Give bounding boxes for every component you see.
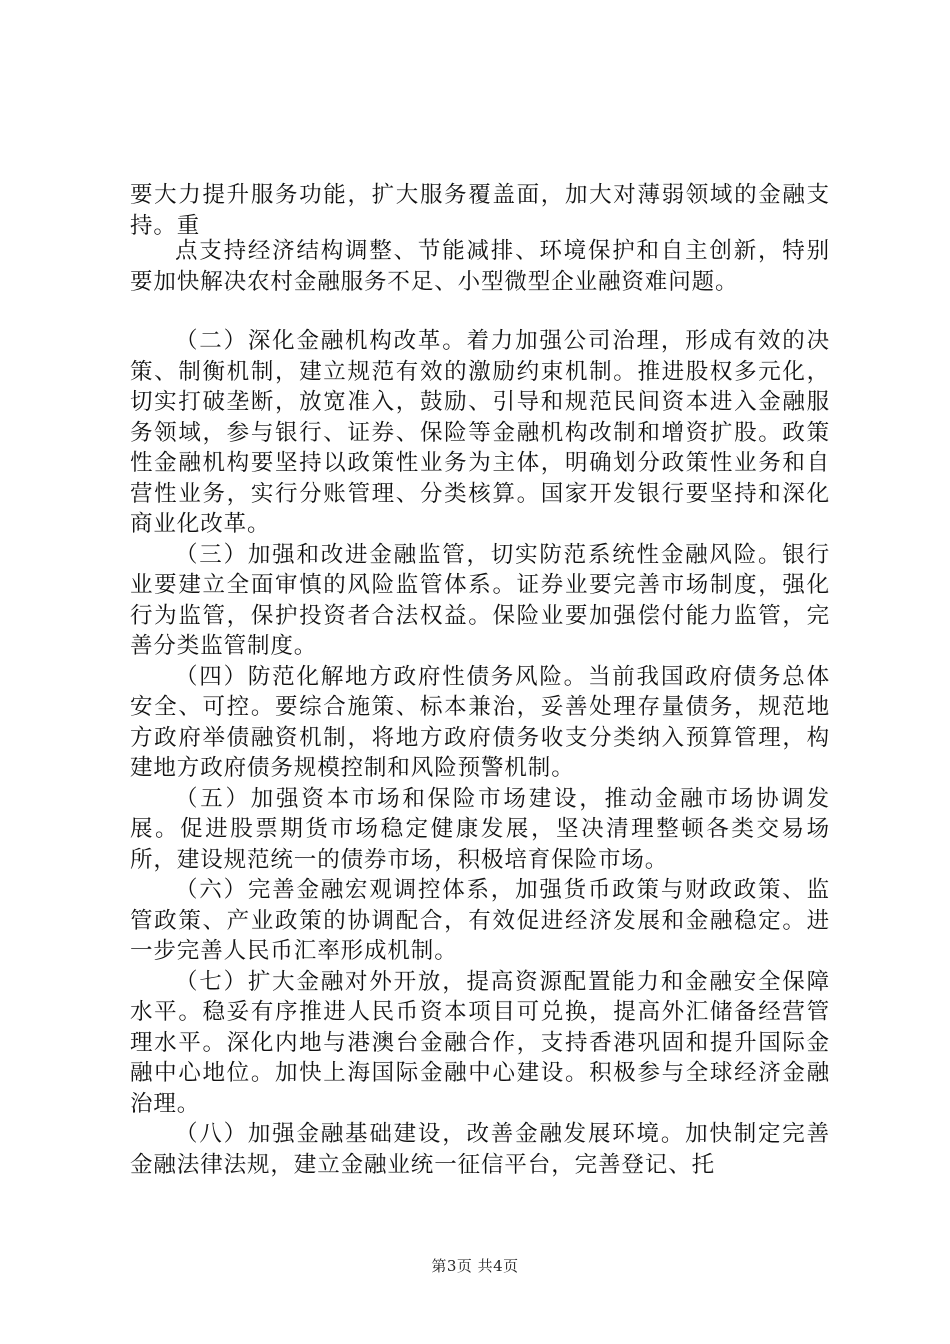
intro-paragraph: 要大力提升服务功能，扩大服务覆盖面，加大对薄弱领域的金融支持。重 <box>130 182 830 239</box>
page-number: 第3页 共4页 <box>431 1257 519 1275</box>
paragraph-section-3: （三）加强和改进金融监管，切实防范系统性金融风险。银行业要建立全面审慎的风险监管体系。证券业要完善市场制度，强化行为监管，保护投资者合法权益。保险业要加强偿付能力监管，完善分类监管制度。 <box>130 541 830 659</box>
page-footer <box>0 1256 950 1276</box>
body-paragraphs <box>130 326 830 1180</box>
intro-block <box>130 180 830 241</box>
paragraph-section-5: （五）加强资本市场和保险市场建设，推动金融市场协调发展。促进股票期货市场稳定健康发展，坚决清理整顿各类交易场所，建设规范统一的债券市场，积极培育保险市场。 <box>130 785 830 873</box>
paragraph-section-6: （六）完善金融宏观调控体系，加强货币政策与财政政策、监管政策、产业政策的协调配合，有效促进经济发展和金融稳定。进一步完善人民币汇率形成机制。 <box>130 877 830 964</box>
paragraph-section-4: （四）防范化解地方政府性债务风险。当前我国政府债务总体安全、可控。要综合施策、标本兼治，妥善处理存量债务，规范地方政府举债融资机制，将地方政府债务收支分类纳入预算管理，构建地方政府债务规模控制和风险预警机制。 <box>130 663 830 781</box>
continuation-paragraph: 点支持经济结构调整、节能减排、环境保护和自主创新，特别要加快解决农村金融服务不足、小型微型企业融资难问题。 <box>130 238 830 295</box>
paragraph-section-8: （八）加强金融基础建设，改善金融发展环境。加快制定完善金融法律法规，建立金融业统一征信平台，完善登记、托 <box>130 1121 830 1178</box>
paragraph-section-7: （七）扩大金融对外开放，提高资源配置能力和金融安全保障水平。稳妥有序推进人民币资本项目可兑换，提高外汇储备经营管理水平。深化内地与港澳台金融合作，支持香港巩固和提升国际金融中心地位。加快上海国际金融中心建设。积极参与全球经济金融治理。 <box>130 968 830 1117</box>
continuation-block <box>130 236 830 297</box>
paragraph-section-2: （二）深化金融机构改革。着力加强公司治理，形成有效的决策、制衡机制，建立规范有效的激励约束机制。推进股权多元化，切实打破垄断，放宽准入，鼓励、引导和规范民间资本进入金融服务领域，参与银行、证券、保险等金融机构改制和增资扩股。政策性金融机构要坚持以政策性业务为主体，明确划分政策性业务和自营性业务，实行分账管理、分类核算。国家开发银行要坚持和深化商业化改革。 <box>130 328 830 537</box>
